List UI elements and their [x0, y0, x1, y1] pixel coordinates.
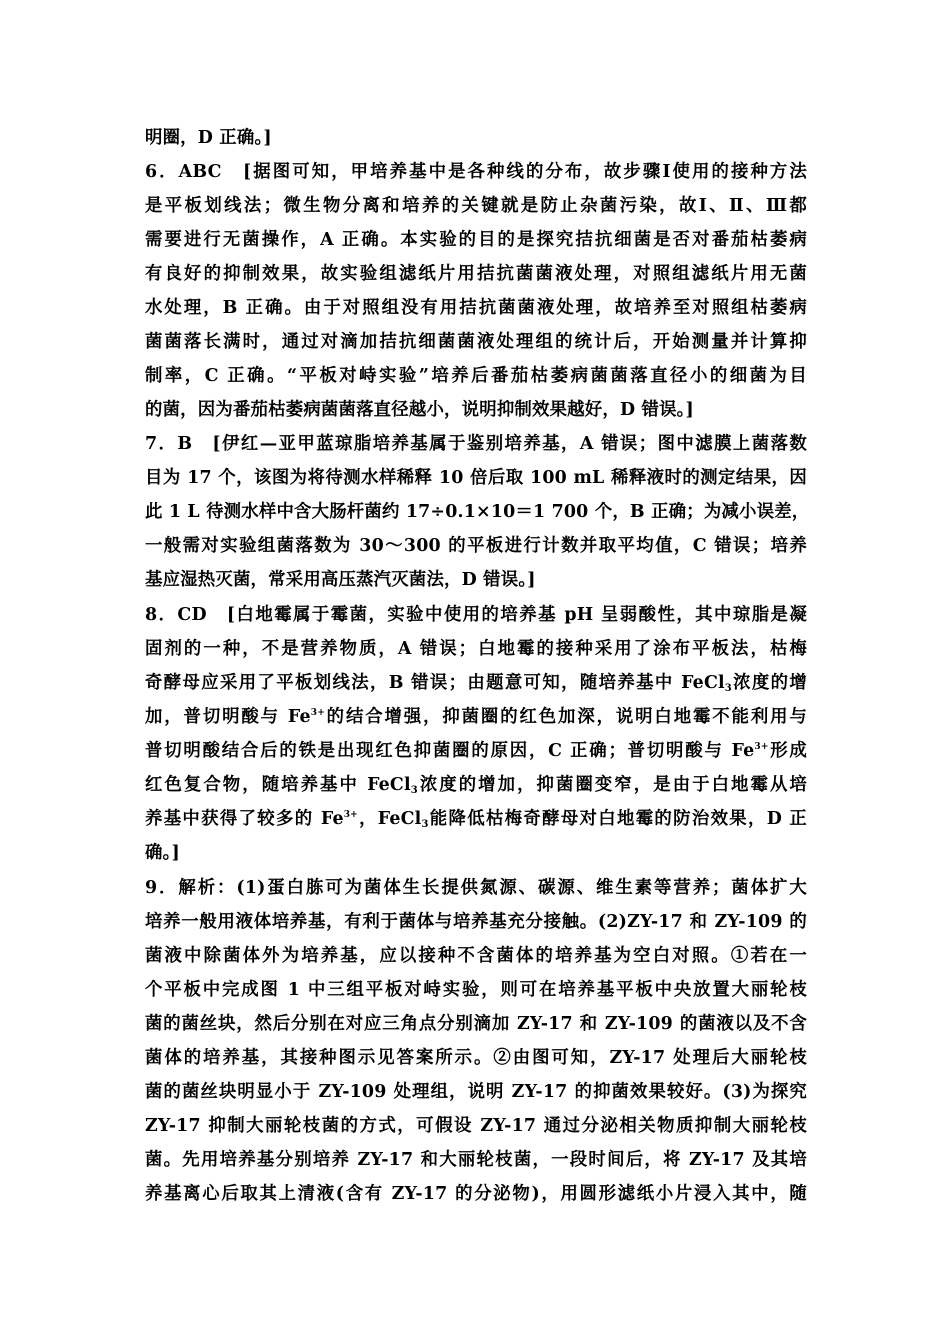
text-line: 明圈，D 正确。] — [145, 128, 272, 148]
text-segment: 能降低枯梅奇酵母对白地霉的防治效果，D 正 — [428, 809, 807, 829]
text-segment: ，FeCl — [357, 809, 422, 829]
text-line: 9．解析：(1)蛋白胨可为菌体生长提供氮源、碳源、维生素等营养；菌体扩大 — [145, 878, 807, 898]
text-line: 有良好的抑制效果，故实验组滤纸片用拮抗菌菌液处理，对照组滤纸片用无菌 — [145, 264, 807, 284]
text-line: 菌。先用培养基分别培养 ZY-17 和大丽轮枝菌，一段时间后，将 ZY-17 及其培 — [145, 1150, 807, 1170]
text-line: 固剂的一种，不是营养物质，A 错误；白地霉的接种采用了涂布平板法，枯梅 — [145, 639, 807, 659]
text-line: 水处理，B 正确。由于对照组没有用拮抗菌菌液处理，故培养至对照组枯萎病 — [145, 298, 807, 318]
text-line: 菌的菌丝块，然后分别在对应三角点分别滴加 ZY-17 和 ZY-109 的菌液以及不含 — [145, 1014, 807, 1034]
text-segment: 浓度的增 — [731, 673, 807, 693]
subscript: 3 — [410, 785, 418, 796]
text-line: 目为 17 个，该图为将待测水样稀释 10 倍后取 100 mL 稀释液时的测定结果，因 — [145, 468, 807, 488]
text-line: 此 1 L 待测水样中含大肠杆菌约 17÷0.1×10＝1 700 个，B 正确；为减小误差， — [145, 502, 810, 522]
text-line: 是平板划线法；微生物分离和培养的关键就是防止杂菌污染，故Ⅰ、Ⅱ、Ⅲ都 — [145, 196, 807, 216]
text-segment: 养基中获得了较多的 Fe — [145, 809, 344, 829]
superscript: 3+ — [754, 742, 769, 752]
text-line — [145, 773, 807, 799]
text-line: 菌液中除菌体外为培养基，应以接种不含菌体的培养基为空白对照。①若在一 — [145, 946, 807, 966]
text-line: ZY-17 抑制大丽轮枝菌的方式，可假设 ZY-17 通过分泌相关物质抑制大丽轮枝 — [145, 1116, 807, 1136]
text-segment: 红色复合物，随培养基中 FeCl — [145, 775, 411, 795]
text-line: 菌菌落长满时，通过对滴加拮抗细菌菌液处理组的统计后，开始测量并计算抑 — [145, 332, 807, 352]
text-line: 制率，C 正确。“平板对峙实验”培养后番茄枯萎病菌菌落直径小的细菌为目 — [145, 366, 807, 386]
text-line: 菌体的培养基，其接种图示见答案所示。②由图可知，ZY-17 处理后大丽轮枝 — [145, 1048, 807, 1068]
subscript: 3 — [724, 683, 732, 694]
text-segment: 浓度的增加，抑菌圈变窄，是由于白地霉从培 — [417, 775, 807, 795]
text-segment: 加，普切明酸与 Fe — [145, 707, 311, 727]
text-line: 8．CD [白地霉属于霉菌，实验中使用的培养基 pH 呈弱酸性，其中琼脂是凝 — [145, 605, 807, 625]
text-segment: 奇酵母应采用了平板划线法，B 错误；由题意可知，随培养基中 FeCl — [145, 673, 725, 693]
text-line: 养基离心后取其上清液(含有 ZY-17 的分泌物)，用圆形滤纸小片浸入其中，随 — [145, 1184, 807, 1204]
text-line: 菌的菌丝块明显小于 ZY-109 处理组，说明 ZY-17 的抑菌效果较好。(3)为探究 — [145, 1082, 807, 1102]
text-line: 7．B [伊红—亚甲蓝琼脂培养基属于鉴别培养基，A 错误；图中滤膜上菌落数 — [145, 434, 807, 454]
text-line — [145, 671, 807, 697]
text-line — [145, 807, 807, 833]
text-segment: 普切明酸结合后的铁是出现红色抑菌圈的原因，C 正确；普切明酸与 Fe — [145, 741, 755, 761]
text-line — [145, 705, 807, 731]
text-line: 确。] — [145, 843, 180, 863]
text-line: 基应湿热灭菌，常采用高压蒸汽灭菌法，D 错误。] — [145, 570, 536, 590]
subscript: 3 — [421, 819, 429, 830]
text-line: 6．ABC [据图可知，甲培养基中是各种线的分布，故步骤Ⅰ使用的接种方法 — [145, 162, 807, 182]
text-line: 一般需对实验组菌落数为 30～300 的平板进行计数并取平均值，C 错误；培养 — [145, 536, 807, 556]
text-line: 个平板中完成图 1 中三组平板对峙实验，则可在培养基平板中央放置大丽轮枝 — [145, 980, 807, 1000]
text-line: 的菌，因为番茄枯萎病菌菌落直径越小，说明抑制效果越好，D 错误。] — [145, 400, 694, 420]
text-line — [145, 739, 807, 765]
superscript: 3+ — [343, 810, 358, 820]
superscript: 3+ — [310, 708, 325, 718]
text-line: 培养一般用液体培养基，有利于菌体与培养基充分接触。(2)ZY-17 和 ZY-109 的 — [145, 912, 807, 932]
text-segment: 形成 — [768, 741, 807, 761]
text-segment: 的结合增强，抑菌圈的红色加深，说明白地霉不能利用与 — [324, 707, 807, 727]
text-line: 需要进行无菌操作，A 正确。本实验的目的是探究拮抗细菌是否对番茄枯萎病 — [145, 230, 807, 250]
